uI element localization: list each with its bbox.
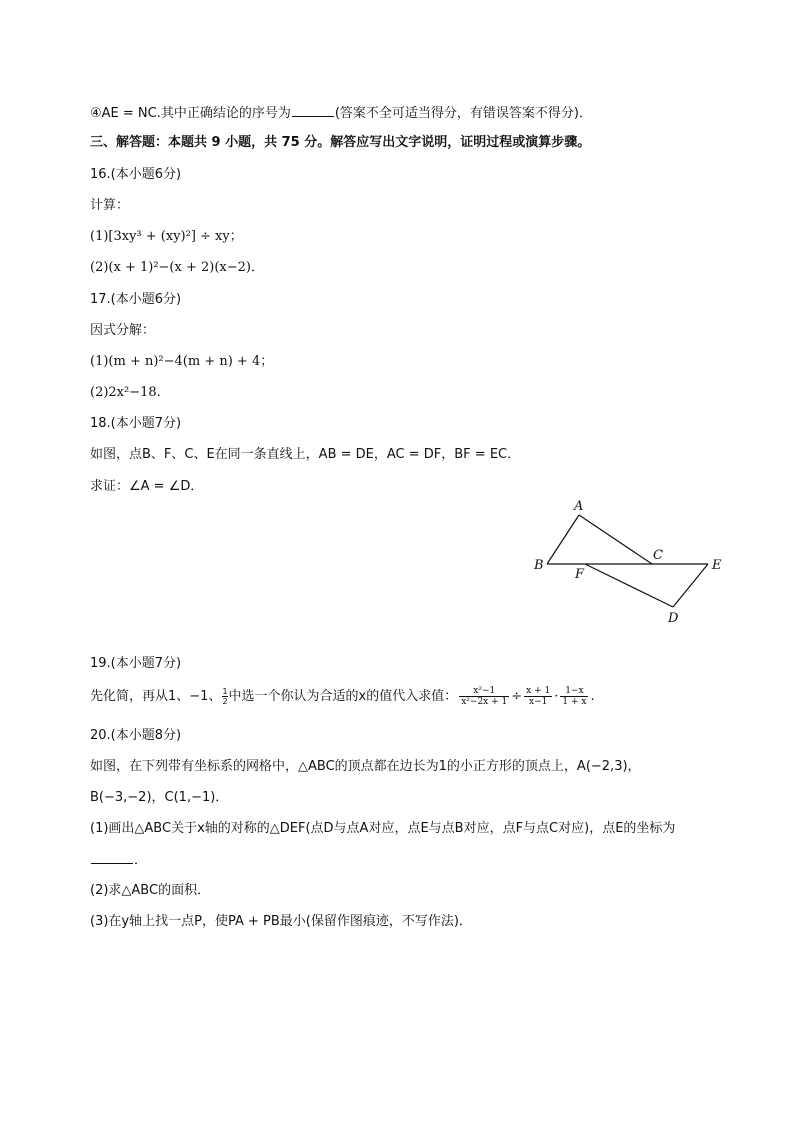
q20-part2: (2)求△ABC的面积． [90,883,211,898]
q19-title: 19.(本小题7分) [90,656,182,671]
q20-part3: (3)在y轴上找一点P，使PA + PB最小(保留作图痕迹，不写作法)． [90,914,472,929]
q20-title: 20.(本小题8分) [90,728,182,743]
q17-instruction: 因式分解： [90,323,156,338]
segment-ac [579,515,652,564]
label-c: C [653,548,663,563]
q18-title: 18.(本小题7分) [90,416,182,431]
q16-instruction: 计算： [90,198,130,213]
q20-part1: (1)画出△ABC关于x轴的对称的△DEF(点D与点A对应，点E与点B对应，点F与点C对应)，点E的坐标为 [90,821,676,836]
q20-line1: 如图，在下列带有坐标系的网格中，△ABC的顶点都在边长为1的小正方形的顶点上，A(−2,3)， [90,759,641,774]
section-heading: 三、解答题：本题共 9 小题，共 75 分。解答应写出文字说明，证明过程或演算步骤。 [90,135,591,150]
q20-part1-answer-line [90,851,147,870]
segment-ed [673,564,708,607]
label-e: E [712,558,722,573]
q17-title: 17.(本小题6分) [90,292,182,307]
fraction-2: $\frac{x + 1}{x-1}$ [526,686,551,707]
q16-part1: (1)[3xy³ + (xy)²] ÷ xy； [90,229,243,244]
answer-blank [292,104,334,117]
q15-tail-prefix: ④AE = NC.其中正确结论的序号为 [90,106,291,121]
label-d: D [668,611,679,626]
q19-body [90,684,595,710]
label-a: A [574,499,584,514]
q19-text-before: 先化简，再从1、−1、 [90,689,222,704]
q17-part1: (1)(m + n)²−4(m + n) + 4； [90,354,274,369]
q18-prove: 求证：∠A = ∠D． [90,479,204,494]
label-b: B [534,558,544,573]
triangle-figure [530,495,730,630]
q15-tail-line [90,104,592,123]
segment-ab [547,515,579,564]
half-fraction: $\frac{1}{2}$ [222,687,228,706]
q18-statement: 如图，点B、F、C、E在同一条直线上，AB = DE，AC = DF，BF = EC． [90,447,521,462]
q17-part2: (2)2x²−18. [90,385,161,400]
fraction-3: $\frac{1-x}{1 + x}$ [562,686,587,707]
answer-blank [91,851,133,864]
segment-df [585,564,673,607]
q19-end: . [590,689,595,704]
fraction-1: $\frac{\text{x²−1}}{\text{x²−2x + 1}}$ [461,686,508,707]
q15-tail-suffix: (答案不全可适当得分，有错误答案不得分)． [334,106,593,121]
q20-part1-end: ． [134,853,148,868]
q19-text-after: 中选一个你认为合适的x的值代入求值： [228,689,458,704]
q20-line2: B(−3,−2)，C(1,−1)． [90,790,229,805]
divide-sign: ÷ [511,689,523,704]
label-f: F [575,567,585,582]
q16-part2: (2)(x + 1)²−(x + 2)(x−2)． [90,260,264,275]
q16-title: 16.(本小题6分) [90,167,182,182]
multiply-dot: · [554,689,559,704]
